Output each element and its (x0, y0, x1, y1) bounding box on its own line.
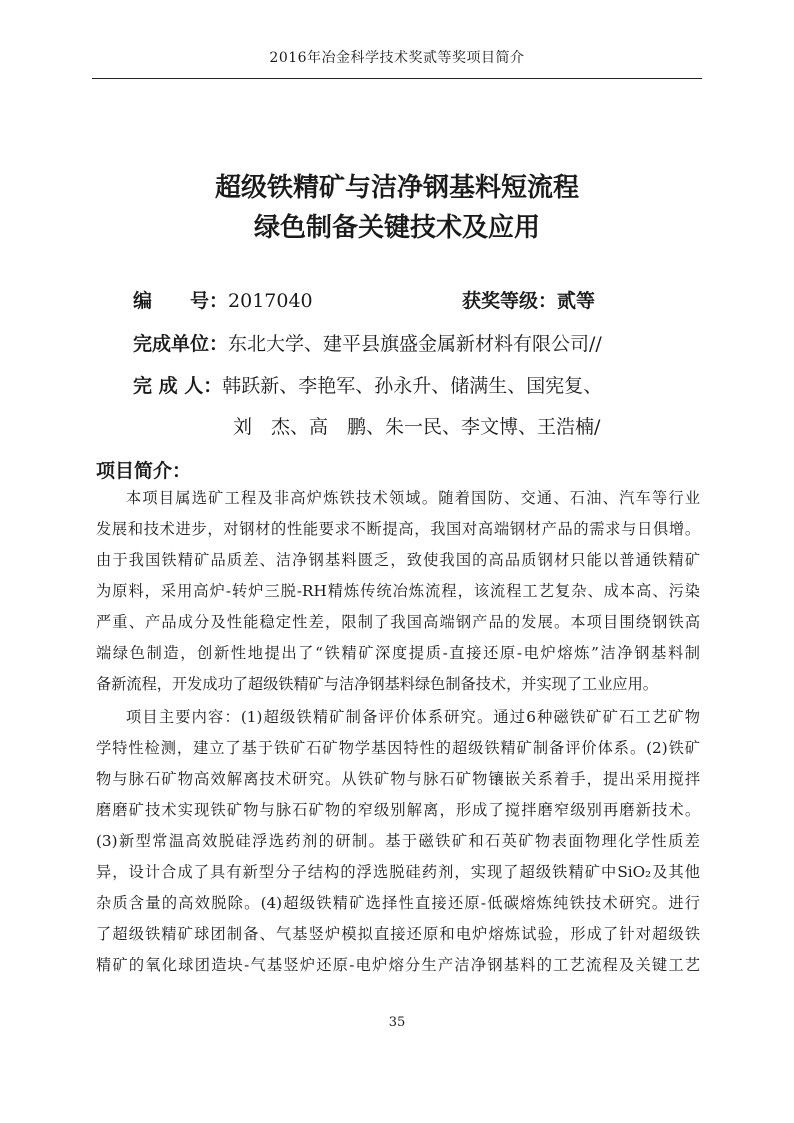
body-line: 学特性检测，建立了基于铁矿石矿物学基因特性的超级铁精矿制备评价体系。(2)铁矿 (96, 739, 700, 757)
body-line: 为原料，采用高炉-转炉三脱-RH精炼传统冶炼流程，该流程工艺复杂、成本高、污染 (96, 582, 700, 600)
body-line: 由于我国铁精矿品质差、洁净钢基料匮乏，致使我国的高品质钢材只能以普通铁精矿 (96, 551, 700, 569)
number-label: 编 号： (133, 290, 229, 312)
grade-label: 获奖等级： (462, 290, 558, 312)
people-label: 完 成 人： (133, 375, 223, 397)
completion-people-continued (233, 412, 600, 442)
title-line-2: 绿色制备关键技术及应用 (253, 213, 540, 243)
project-number (133, 286, 313, 316)
running-header: 2016年冶金科学技术奖贰等奖项目简介 (269, 50, 525, 66)
completion-unit (133, 329, 602, 359)
body-line: (3)新型常温高效脱硅浮选药剂的研制。基于磁铁矿和石英矿物表面物理化学性质差 (96, 832, 700, 850)
body-line: 发展和技术进步，对钢材的性能要求不断提高，我国对高端钢材产品的需求与日俱增。 (96, 520, 700, 538)
section-title: 项目简介： (96, 460, 192, 482)
body-line: 项目主要内容：(1)超级铁精矿制备评价体系研究。通过6种磁铁矿矿石工艺矿物 (126, 708, 700, 726)
people-line-1: 韩跃新、李艳军、孙永升、储满生、国宪复、 (222, 375, 603, 397)
body-line: 异，设计合成了具有新型分子结构的浮选脱硅药剂，实现了超级铁精矿中SiO₂及其他 (96, 863, 700, 881)
body-line: 杂质含量的高效脱除。(4)超级铁精矿选择性直接还原-低碳熔炼纯铁技术研究。进行 (96, 894, 700, 912)
unit-label: 完成单位： (133, 333, 229, 355)
body-line: 物与脉石矿物高效解离技术研究。从铁矿物与脉石矿物镶嵌关系着手，提出采用搅拌 (96, 770, 700, 788)
body-line: 精矿的氧化球团造块-气基竖炉还原-电炉熔分生产洁净钢基料的工艺流程及关键工艺 (96, 956, 700, 974)
award-grade (462, 286, 595, 316)
title-line-1: 超级铁精矿与洁净钢基料短流程 (214, 173, 579, 203)
body-line: 磨磨矿技术实现铁矿物与脉石矿物的窄级别解离，形成了搅拌磨窄级别再磨新技术。 (96, 801, 700, 819)
body-line: 了超级铁精矿球团制备、气基竖炉模拟直接还原和电炉熔炼试验，形成了针对超级铁 (96, 925, 700, 943)
number-value: 2017040 (228, 290, 313, 312)
header-rule (92, 78, 702, 79)
body-line: 端绿色制造，创新性地提出了“铁精矿深度提质-直接还原-电炉熔炼”洁净钢基料制 (96, 644, 700, 662)
page-number: 35 (388, 1015, 406, 1030)
body-line: 本项目属选矿工程及非高炉炼铁技术领域。随着国防、交通、石油、汽车等行业 (126, 489, 700, 507)
document-title (92, 168, 702, 248)
body-line: 严重、产品成分及性能稳定性差，限制了我国高端钢产品的发展。本项目围绕钢铁高 (96, 613, 700, 631)
completion-people (133, 371, 602, 401)
body-line: 备新流程，开发成功了超级铁精矿与洁净钢基料绿色制备技术，并实现了工业应用。 (96, 675, 658, 693)
grade-value: 贰等 (557, 290, 596, 312)
people-line-2: 刘 杰、高 鹏、朱一民、李文博、王浩楠/ (233, 416, 601, 438)
unit-value: 东北大学、建平县旗盛金属新材料有限公司// (228, 333, 602, 355)
